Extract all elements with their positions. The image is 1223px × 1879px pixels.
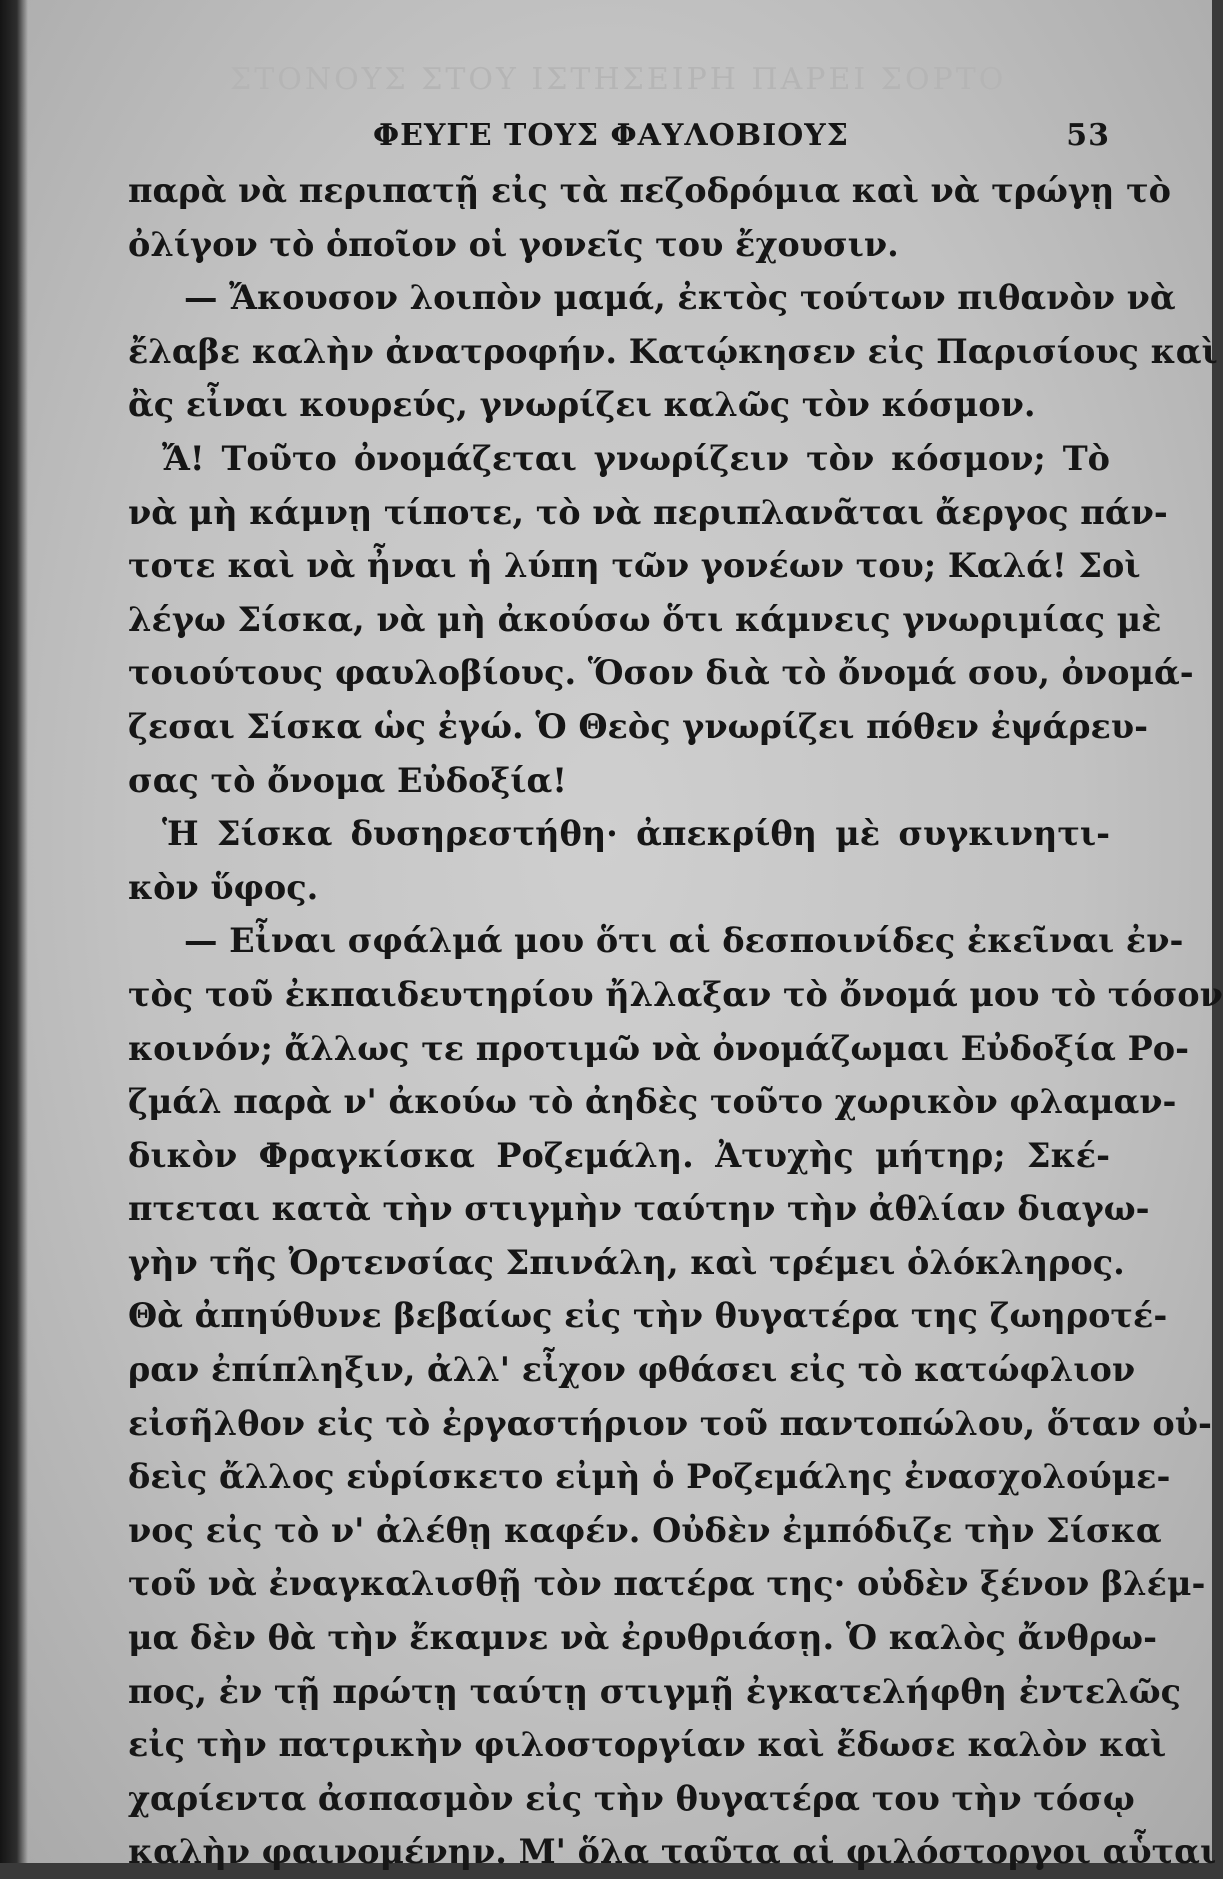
text-line: καλὴν φαινομένην. Μ' ὅλα ταῦτα αἱ φιλόστοργοι αὗται xyxy=(128,1832,1217,1872)
text-line: τοῦ νὰ ἐναγκαλισθῇ τὸν πατέρα της· οὐδὲν ξένον βλέμ- xyxy=(128,1564,1206,1604)
text-line: ζμάλ παρὰ ν' ἀκούω τὸ ἀηδὲς τοῦτο χωρικὸν φλαμαν- xyxy=(128,1082,1177,1122)
text-line: Ἄ! Τοῦτο ὀνομάζεται γνωρίζειν τὸν κόσμον; Τὸ xyxy=(162,438,1110,478)
text-line: λέγω Σίσκα, νὰ μὴ ἀκούσω ὅτι κάμνεις γνωριμίας μὲ xyxy=(128,599,1162,639)
bleed-through-text: ΣΤΟΝΟΥΣ ΣΤΟΥ ΙΣΤΗΣΕΙΡΗ ΠΑΡΕΙ ΣΟΡΤΟ xyxy=(230,62,1007,97)
text-line: ὀλίγον τὸ ὁποῖον οἱ γονεῖς του ἔχουσιν. xyxy=(128,224,899,264)
text-line: πτεται κατὰ τὴν στιγμὴν ταύτην τὴν ἀθλίαν διαγω- xyxy=(128,1189,1150,1229)
text-line: παρὰ νὰ περιπατῇ εἰς τὰ πεζοδρόμια καὶ νὰ τρώγῃ τὸ xyxy=(128,171,1171,210)
text-line: μα δὲν θὰ τὴν ἔκαμνε νὰ ἐρυθριάσῃ. Ὁ καλὸς ἄνθρω- xyxy=(128,1618,1157,1658)
text-line: τοιούτους φαυλοβίους. Ὅσον διὰ τὸ ὄνομά σου, ὀνομά- xyxy=(128,653,1194,693)
text-line: ζεσαι Σίσκα ὡς ἐγώ. Ὁ Θεὸς γνωρίζει πόθεν ἐψάρευ- xyxy=(128,706,1149,746)
text-line: Θὰ ἀπηύθυνε βεβαίως εἰς τὴν θυγατέρα της ζωηροτέ- xyxy=(128,1296,1168,1336)
text-line: κοινόν; ἄλλως τε προτιμῶ νὰ ὀνομάζωμαι Εὐδοξία Ρο- xyxy=(128,1028,1190,1068)
text-line: ἂς εἶναι κουρεύς, γνωρίζει καλῶς τὸν κόσμον. xyxy=(128,385,1036,425)
page-number: 53 xyxy=(1066,118,1110,153)
text-line: — Ἄκουσον λοιπὸν μαμά, ἐκτὸς τούτων πιθανὸν νὰ xyxy=(184,278,1176,318)
text-line: εἰς τὴν πατρικὴν φιλοστοργίαν καὶ ἔδωσε καλὸν καὶ xyxy=(128,1725,1167,1765)
text-line: κὸν ὕφος. xyxy=(128,867,319,907)
binding-shadow xyxy=(0,0,28,1863)
text-line: εἰσῆλθον εἰς τὸ ἐργαστήριον τοῦ παντοπώλου, ὅταν οὐ- xyxy=(128,1403,1212,1443)
text-line: γὴν τῆς Ὀρτενσίας Σπινάλη, καὶ τρέμει ὁλόκληρος. xyxy=(128,1242,1125,1282)
text-line: σας τὸ ὄνομα Εὐδοξία! xyxy=(128,760,567,800)
running-title: ΦΕΥΓΕ ΤΟΥΣ ΦΑΥΛΟΒΙΟΥΣ xyxy=(373,118,849,153)
text-line: Ἡ Σίσκα δυσηρεστήθη· ἀπεκρίθη μὲ συγκινητι- xyxy=(162,814,1110,854)
text-line: δεὶς ἄλλος εὑρίσκετο εἰμὴ ὁ Ροζεμάλης ἐνασχολούμε- xyxy=(128,1457,1171,1497)
text-line: χαρίεντα ἀσπασμὸν εἰς τὴν θυγατέρα του τὴν τόσῳ xyxy=(128,1778,1135,1818)
text-line: — Εἶναι σφάλμά μου ὅτι αἱ δεσποινίδες ἐκεῖναι ἐν- xyxy=(184,921,1184,961)
text-line: τὸς τοῦ ἐκπαιδευτηρίου ἤλλαξαν τὸ ὄνομά μου τὸ τόσον xyxy=(128,974,1223,1014)
text-line: δικὸν Φραγκίσκα Ροζεμάλη. Ἀτυχὴς μήτηρ; Σκέ- xyxy=(128,1135,1110,1175)
text-line: ἔλαβε καλὴν ἀνατροφήν. Κατῴκησεν εἰς Παρισίους καὶ xyxy=(128,331,1218,371)
text-line: πος, ἐν τῇ πρώτῃ ταύτῃ στιγμῇ ἐγκατελήφθη ἐντελῶς xyxy=(128,1671,1181,1711)
text-line: νος εἰς τὸ ν' ἀλέθῃ καφέν. Οὐδὲν ἐμπόδιζε τὴν Σίσκα xyxy=(128,1510,1162,1550)
page-content xyxy=(128,112,1223,1879)
text-line: ραν ἐπίπληξιν, ἀλλ' εἶχον φθάσει εἰς τὸ κατώφλιον xyxy=(128,1350,1136,1390)
text-line: νὰ μὴ κάμνῃ τίποτε, τὸ νὰ περιπλανᾶται ἄεργος πάν- xyxy=(128,492,1168,532)
body-text xyxy=(128,164,1223,1879)
page-header xyxy=(128,112,1110,164)
text-line: τοτε καὶ νὰ ἦναι ἡ λύπη τῶν γονέων του; Καλά! Σοὶ xyxy=(128,546,1141,586)
